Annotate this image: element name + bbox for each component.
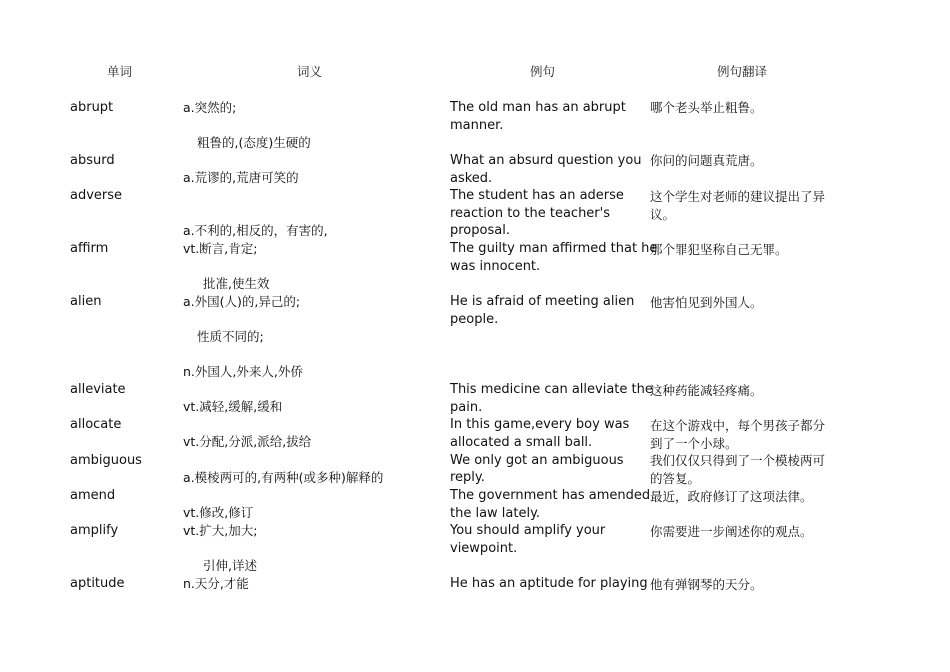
meaning-line: n.天分,才能 [183,576,249,591]
example-line: We only got an ambiguous [450,453,624,468]
example-line: He has an aptitude for playing [450,576,648,591]
example-line: was innocent. [450,259,541,274]
meaning-line: vt.修改,修订 [183,505,254,520]
translation-line: 他害怕见到外国人。 [650,295,763,310]
example-line: viewpoint. [450,541,518,556]
word-cell: affirm [70,241,109,256]
example-line: What an absurd question you [450,153,642,168]
example-line: reaction to the teacher's [450,206,610,221]
meaning-line: a.突然的; [183,100,237,115]
meaning-line: a.外国(人)的,异己的; [183,294,301,309]
translation-line: 最近，政府修订了这项法律。 [650,489,813,504]
meaning-line: 粗鲁的,(态度)生硬的 [197,135,311,150]
word-cell: absurd [70,153,115,168]
example-line: pain. [450,400,483,415]
example-line: The old man has an abrupt [450,100,626,115]
example-line: In this game,every boy was [450,417,630,432]
translation-line: 议。 [650,207,676,222]
example-line: proposal. [450,223,510,238]
word-cell: aptitude [70,576,125,591]
meaning-line: vt.断言,肯定; [183,241,258,256]
translation-line: 这种药能减轻疼痛。 [650,383,763,398]
translation-line: 到了一个小球。 [650,436,738,451]
example-line: This medicine can alleviate the [450,382,653,397]
meaning-line: vt.扩大,加大; [183,523,258,538]
meaning-line: 引伸,详述 [203,558,257,573]
translation-line: 我们仅仅只得到了一个模棱两可 [650,453,826,468]
example-line: The government has amended [450,488,651,503]
translation-line: 哪个老头举止粗鲁。 [650,100,763,115]
header-translation: 例句翻译 [717,64,768,79]
translation-line: 你问的问题真荒唐。 [650,153,763,168]
example-line: allocated a small ball. [450,435,593,450]
word-cell: alien [70,294,102,309]
example-line: people. [450,312,499,327]
meaning-line: a.模棱两可的,有两种(或多种)解释的 [183,470,384,485]
example-line: The student has an aderse [450,188,624,203]
example-line: You should amplify your [450,523,606,538]
meaning-line: a.不利的,相反的，有害的, [183,223,328,238]
meaning-line: vt.分配,分派,派给,拔给 [183,434,312,449]
word-cell: amend [70,488,116,503]
example-line: asked. [450,171,493,186]
example-line: reply. [450,470,485,485]
meaning-line: 性质不同的; [197,329,264,344]
header-example: 例句 [530,64,556,79]
translation-line: 这个学生对老师的建议提出了异 [650,189,826,204]
translation-line: 那个罪犯坚称自己无罪。 [650,242,788,257]
header-meaning: 词义 [297,64,323,79]
word-cell: amplify [70,523,119,538]
meaning-line: a.荒谬的,荒唐可笑的 [183,170,299,185]
example-line: manner. [450,118,504,133]
word-cell: adverse [70,188,123,203]
word-cell: abrupt [70,100,114,115]
meaning-line: vt.减轻,缓解,缓和 [183,399,283,414]
translation-line: 的答复。 [650,471,701,486]
word-cell: allocate [70,417,122,432]
translation-line: 他有弹钢琴的天分。 [650,577,763,592]
meaning-line: 批准,使生效 [203,276,270,291]
translation-line: 在这个游戏中，每个男孩子都分 [650,418,826,433]
meaning-line: n.外国人,外来人,外侨 [183,364,303,379]
header-word: 单词 [107,64,133,79]
word-cell: alleviate [70,382,126,397]
translation-line: 你需要进一步阐述你的观点。 [650,524,813,539]
word-cell: ambiguous [70,453,142,468]
example-line: The guilty man affirmed that he [450,241,658,256]
example-line: He is afraid of meeting alien [450,294,635,309]
example-line: the law lately. [450,506,541,521]
